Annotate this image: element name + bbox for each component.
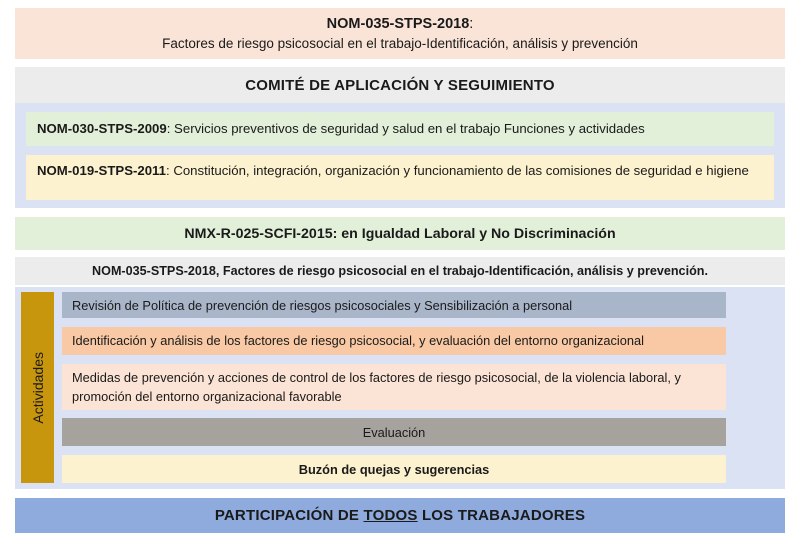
footer-text-after: LOS TRABAJADORES	[417, 507, 586, 524]
header-nom035-sub-block	[15, 257, 785, 285]
activities-side-label	[21, 292, 54, 483]
header-nom035-colon: :	[469, 15, 474, 32]
activities-list	[62, 292, 778, 483]
footer-participation-bar	[15, 498, 785, 533]
activity-item-buzon: Buzón de quejas y sugerencias	[62, 455, 726, 483]
header-nom035-code: NOM-035-STPS-2018	[326, 15, 470, 32]
footer-participation-text	[215, 507, 585, 524]
norm-item-nom030	[26, 112, 774, 146]
header-nom035-block	[15, 8, 785, 59]
norm-item-nom019-desc: : Constitución, integración, organización y funcionamiento de las comisiones de seguridad e higiene	[166, 163, 749, 178]
header-nom035-title	[327, 14, 474, 34]
activities-side-label-text: Actividades	[29, 351, 46, 424]
norm-item-nom030-code: NOM-030-STPS-2009	[37, 121, 167, 136]
header-comite-block	[15, 67, 785, 103]
activity-item-evaluacion: Evaluación	[62, 418, 726, 446]
header-comite-title: COMITÉ DE APLICACIÓN Y SEGUIMIENTO	[245, 76, 555, 94]
header-nom035-sub-title: NOM-035-STPS-2018, Factores de riesgo psicosocial en el trabajo-Identificación, análisis y prevención.	[92, 264, 708, 278]
norms-panel	[15, 103, 785, 208]
norm-item-nom030-text	[37, 119, 645, 139]
norm-item-nom030-desc: : Servicios preventivos de seguridad y salud en el trabajo Funciones y actividades	[166, 121, 645, 136]
header-nmx-title: NMX-R-025-SCFI-2015: en Igualdad Laboral y No Discriminación	[184, 225, 616, 242]
header-nom035-subtitle: Factores de riesgo psicosocial en el trabajo-Identificación, análisis y prevención	[162, 35, 638, 51]
activity-item-medidas: Medidas de prevención y acciones de control de los factores de riesgo psicosocial, de la violencia laboral, y promoción del entorno organizacional favorable	[62, 364, 726, 410]
activities-panel	[15, 287, 785, 489]
activity-item-revision: Revisión de Política de prevención de riesgos psicosociales y Sensibilización a personal	[62, 292, 726, 318]
activity-item-identificacion: Identificación y análisis de los factores de riesgo psicosocial, y evaluación del entorno organizacional	[62, 327, 726, 355]
norm-item-nom019-text	[37, 161, 763, 181]
footer-text-underlined: TODOS	[363, 507, 418, 524]
norm-item-nom019-code: NOM-019-STPS-2011	[37, 163, 166, 178]
footer-text-before: PARTICIPACIÓN DE	[214, 507, 364, 524]
header-nmx-block	[15, 217, 785, 250]
norm-item-nom019	[26, 155, 774, 200]
